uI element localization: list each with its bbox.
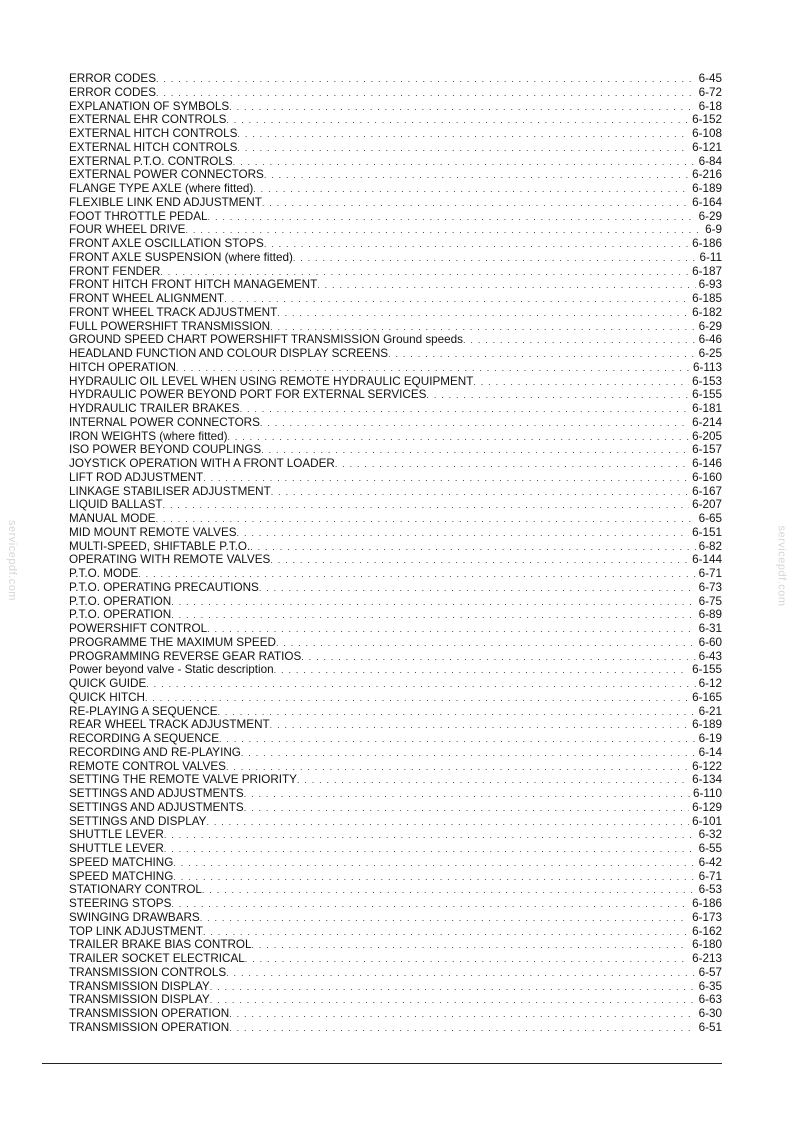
dot-leader — [264, 237, 689, 251]
dot-leader — [146, 677, 695, 691]
dot-leader — [226, 760, 689, 774]
index-entry-title: TRANSMISSION DISPLAY — [69, 979, 210, 993]
index-entry-title: LIFT ROD ADJUSTMENT — [69, 470, 204, 484]
watermark-left: servicepdf.com — [6, 520, 18, 601]
index-entry-page: 6-214 — [692, 415, 722, 429]
dot-leader — [271, 485, 689, 499]
dot-leader — [473, 375, 689, 389]
index-entry[interactable] — [69, 938, 722, 952]
index-entry[interactable] — [69, 72, 722, 86]
index-entry[interactable] — [69, 773, 722, 787]
index-entry-page: 6-93 — [698, 278, 722, 292]
index-entry-title: GROUND SPEED CHART POWERSHIFT TRANSMISSION Ground speeds — [69, 333, 464, 347]
index-entry-page: 6-110 — [692, 787, 722, 800]
index-entry-title: TRANSMISSION CONTROLS — [69, 965, 227, 979]
index-entry[interactable] — [69, 388, 722, 402]
dot-leader — [261, 443, 689, 457]
dot-leader — [219, 732, 696, 746]
index-entry-page: 6-21 — [698, 704, 722, 718]
index-entry-page: 6-165 — [692, 690, 722, 704]
index-entry[interactable] — [69, 526, 722, 540]
index-entry[interactable] — [69, 883, 722, 897]
index-entry-page: 6-155 — [692, 663, 722, 677]
index-entry[interactable] — [69, 732, 722, 746]
index-entry[interactable] — [69, 567, 722, 581]
index-entry-title: SETTINGS AND DISPLAY — [69, 814, 207, 828]
index-entry[interactable] — [69, 581, 722, 595]
index-entry-page: 6-51 — [698, 1020, 722, 1034]
dot-leader — [237, 526, 690, 540]
index-entry-page: 6-30 — [698, 1007, 722, 1020]
dot-leader — [210, 980, 696, 994]
index-entry-title: HYDRAULIC OIL LEVEL WHEN USING REMOTE HYDRAULIC EQUIPMENT — [69, 374, 474, 388]
index-entry-title: PROGRAMME THE MAXIMUM SPEED — [69, 635, 276, 649]
index-entry-page: 6-152 — [692, 113, 722, 127]
index-entry-title: EXTERNAL HITCH CONTROLS — [69, 140, 238, 154]
index-entry-page: 6-160 — [692, 470, 722, 484]
index-entry-title: ERROR CODES — [69, 72, 157, 85]
dot-leader — [203, 471, 689, 485]
index-entry[interactable] — [69, 897, 722, 911]
index-entry-page: 6-113 — [692, 360, 722, 374]
dot-leader — [317, 278, 695, 292]
index-entry[interactable] — [69, 347, 722, 361]
index-entry-page: 6-12 — [698, 677, 722, 690]
index-entry[interactable] — [69, 691, 722, 705]
index-entry-title: TRAILER BRAKE BIAS CONTROL — [69, 938, 252, 952]
index-entry-title: TOP LINK ADJUSTMENT — [69, 924, 203, 938]
index-entry[interactable] — [69, 980, 722, 994]
dot-leader — [301, 650, 695, 664]
index-entry[interactable] — [69, 636, 722, 650]
index-entry-title: QUICK GUIDE — [69, 677, 147, 690]
dot-leader — [173, 856, 695, 870]
index-entry-title: MID MOUNT REMOTE VALVES — [69, 525, 237, 539]
index-entry-title: FRONT FENDER — [69, 264, 161, 278]
index-entry-page: 6-46 — [698, 333, 722, 347]
index-entry[interactable] — [69, 787, 722, 801]
dot-leader — [241, 746, 696, 760]
index-entry-title: FRONT WHEEL ALIGNMENT — [69, 292, 225, 305]
index-entry-title: REMOTE CONTROL VALVES — [69, 759, 226, 773]
dot-leader — [293, 251, 697, 265]
index-entry-title: FRONT AXLE SUSPENSION (where fitted) — [69, 250, 293, 264]
index-entry[interactable] — [69, 993, 722, 1007]
index-entry-title: RECORDING A SEQUENCE — [69, 732, 220, 745]
index-entry-title: STEERING STOPS — [69, 897, 172, 910]
index-entry[interactable] — [69, 416, 722, 430]
index-entry-page: 6-72 — [698, 85, 722, 99]
index-entry-title: MULTI-SPEED, SHIFTABLE P.T.O. — [69, 539, 251, 553]
index-entry-page: 6-129 — [692, 800, 722, 814]
index-entry-title: REAR WHEEL TRACK ADJUSTMENT — [69, 718, 270, 732]
index-entry-page: 6-42 — [698, 855, 722, 869]
index-entry-page: 6-185 — [692, 292, 722, 305]
dot-leader — [229, 100, 695, 114]
index-entry-page: 6-19 — [698, 732, 722, 745]
index-entry[interactable] — [69, 553, 722, 567]
index-entry-page: 6-11 — [699, 250, 722, 264]
index-entry-title: HYDRAULIC POWER BEYOND PORT FOR EXTERNAL SERVICES — [69, 388, 427, 402]
dot-leader — [270, 718, 689, 732]
index-entry-page: 6-162 — [692, 924, 722, 938]
index-entry-page: 6-14 — [698, 745, 722, 759]
index-entry[interactable] — [69, 278, 722, 292]
index-entry-page: 6-108 — [692, 127, 722, 140]
dot-leader — [252, 938, 690, 952]
index-entry-title: FOUR WHEEL DRIVE — [69, 223, 186, 237]
dot-leader — [264, 168, 689, 182]
index-entry-page: 6-153 — [692, 374, 722, 388]
index-entry[interactable] — [69, 443, 722, 457]
index-entry-title: Power beyond valve - Static description — [69, 663, 274, 677]
index-entry-page: 6-186 — [692, 897, 722, 910]
index-entry-page: 6-63 — [698, 993, 722, 1007]
index-entry[interactable] — [69, 333, 722, 347]
index-entry-title: P.T.O. MODE — [69, 567, 139, 580]
index-entry-page: 6-75 — [698, 594, 722, 608]
index-entry[interactable] — [69, 677, 722, 691]
index-entry[interactable] — [69, 705, 722, 719]
index-entry[interactable] — [69, 223, 722, 237]
dot-leader — [229, 1007, 695, 1021]
index-entry[interactable] — [69, 306, 722, 320]
index-entry[interactable] — [69, 622, 722, 636]
index-entry-page: 6-53 — [698, 883, 722, 897]
dot-leader — [224, 292, 689, 306]
index-entry-title: EXTERNAL POWER CONNECTORS — [69, 168, 264, 182]
index-entry[interactable] — [69, 361, 722, 375]
index-entry-page: 6-173 — [692, 910, 722, 924]
index-entry-title: TRAILER SOCKET ELECTRICAL — [69, 952, 245, 965]
index-entry-page: 6-167 — [692, 484, 722, 498]
dot-leader — [226, 966, 695, 980]
index-entry-page: 6-55 — [698, 842, 722, 855]
index-entry-page: 6-45 — [698, 72, 722, 85]
index-entry[interactable] — [69, 430, 722, 444]
index-entry-title: FRONT WHEEL TRACK ADJUSTMENT — [69, 305, 278, 319]
index-entry[interactable] — [69, 292, 722, 306]
index-entry-title: PROGRAMMING REVERSE GEAR RATIOS — [69, 649, 302, 663]
index-entry[interactable] — [69, 663, 722, 677]
index-entry[interactable] — [69, 842, 722, 856]
index-entry-page: 6-216 — [692, 168, 722, 182]
index-entry-title: QUICK HITCH — [69, 690, 145, 704]
index-entry[interactable] — [69, 196, 722, 210]
index-entry[interactable] — [69, 801, 722, 815]
index-entry[interactable] — [69, 402, 722, 416]
index-entry-page: 6-213 — [692, 952, 722, 965]
index-entry[interactable] — [69, 966, 722, 980]
index-entry-page: 6-146 — [692, 457, 722, 470]
index-entry-title: TRANSMISSION DISPLAY — [69, 993, 210, 1007]
index-entry-page: 6-180 — [692, 938, 722, 952]
dot-leader — [253, 182, 689, 196]
index-entry-title: EXTERNAL EHR CONTROLS — [69, 113, 227, 127]
index-entry-page: 6-29 — [698, 319, 722, 333]
dot-leader — [276, 636, 696, 650]
index-entry-page: 6-187 — [692, 264, 722, 278]
index-entry[interactable] — [69, 1007, 722, 1021]
index-entry[interactable] — [69, 210, 722, 224]
index-entry-page: 6-207 — [692, 498, 722, 512]
index-entry-title: LINKAGE STABILISER ADJUSTMENT — [69, 484, 271, 498]
index-entry[interactable] — [69, 815, 722, 829]
index-entry-title: EXTERNAL HITCH CONTROLS — [69, 127, 238, 140]
dot-leader — [156, 86, 696, 100]
index-entry-page: 6-121 — [692, 140, 722, 154]
index-entry[interactable] — [69, 168, 722, 182]
index-entry-page: 6-31 — [698, 622, 722, 635]
index-entry-title: RE-PLAYING A SEQUENCE — [69, 704, 218, 718]
dot-leader — [202, 883, 696, 897]
index-entry-title: P.T.O. OPERATION — [69, 608, 172, 622]
dot-leader — [173, 870, 695, 884]
index-entry-page: 6-60 — [698, 635, 722, 649]
index-entry[interactable] — [69, 650, 722, 664]
index-entry-title: FRONT AXLE OSCILLATION STOPS — [69, 237, 264, 250]
index-entry-title: FOOT THROTTLE PEDAL — [69, 209, 208, 223]
index-entry[interactable] — [69, 608, 722, 622]
index-entry-title: EXPLANATION OF SYMBOLS — [69, 99, 230, 113]
dot-leader — [233, 155, 696, 169]
index-entry-title: HEADLAND FUNCTION AND COLOUR DISPLAY SCREENS — [69, 347, 389, 360]
index-entry-page: 6-144 — [692, 553, 722, 567]
dot-leader — [463, 333, 696, 347]
index-entry-page: 6-155 — [692, 388, 722, 402]
dot-leader — [164, 828, 696, 842]
dot-leader — [244, 801, 689, 815]
index-entry-title: FLEXIBLE LINK END ADJUSTMENT — [69, 195, 262, 209]
index-entry-title: SHUTTLE LEVER — [69, 828, 164, 842]
index-entry-title: STATIONARY CONTROL — [69, 883, 202, 897]
index-entry[interactable] — [69, 498, 722, 512]
index-entry[interactable] — [69, 237, 722, 251]
dot-leader — [229, 1021, 695, 1035]
dot-leader — [206, 815, 689, 829]
dot-leader — [138, 567, 695, 581]
dot-leader — [260, 416, 689, 430]
index-entry[interactable] — [69, 1021, 722, 1035]
index-entry-title: SPEED MATCHING — [69, 869, 174, 883]
index-entry[interactable] — [69, 540, 722, 554]
index-entry-title: FULL POWERSHIFT TRANSMISSION — [69, 319, 271, 333]
index-entry-title: FLANGE TYPE AXLE (where fitted) — [69, 182, 254, 195]
dot-leader — [237, 141, 689, 155]
dot-leader — [227, 430, 689, 444]
index-entry-page: 6-84 — [698, 154, 722, 168]
index-entry[interactable] — [69, 457, 722, 471]
dot-leader — [259, 581, 696, 595]
dot-leader — [335, 457, 689, 471]
index-entry-page: 6-32 — [698, 828, 722, 842]
index-entry-page: 6-181 — [692, 402, 722, 415]
dot-leader — [200, 911, 689, 925]
index-entry-page: 6-157 — [692, 443, 722, 457]
index-entry-title: SETTING THE REMOTE VALVE PRIORITY — [69, 773, 297, 787]
dot-leader — [262, 196, 689, 210]
index-entry[interactable] — [69, 113, 722, 127]
index-entry-page: 6-151 — [692, 525, 722, 539]
index-entry[interactable] — [69, 127, 722, 141]
index-entry-title: TRANSMISSION OPERATION — [69, 1020, 230, 1034]
index-entry[interactable] — [69, 182, 722, 196]
index-entry[interactable] — [69, 320, 722, 334]
index-entry-page: 6-134 — [692, 773, 722, 787]
index-entry-title: P.T.O. OPERATION — [69, 594, 172, 608]
index-entry-page: 6-43 — [698, 649, 722, 663]
index-entry-page: 6-71 — [698, 869, 722, 883]
footer-rule — [42, 1063, 722, 1064]
index-entry-page: 6-122 — [692, 759, 722, 773]
dot-leader — [245, 952, 689, 966]
index-entry[interactable] — [69, 100, 722, 114]
dot-leader — [270, 553, 689, 567]
index-entry-title: SHUTTLE LEVER — [69, 842, 164, 855]
dot-leader — [250, 540, 695, 554]
dot-leader — [156, 512, 696, 526]
index-entry[interactable] — [69, 141, 722, 155]
index-entry[interactable] — [69, 595, 722, 609]
index-entry[interactable] — [69, 828, 722, 842]
index-entry-page: 6-189 — [692, 182, 722, 195]
index-entry[interactable] — [69, 870, 722, 884]
dot-leader — [164, 842, 696, 856]
index-entry[interactable] — [69, 86, 722, 100]
index-entry-title: FRONT HITCH FRONT HITCH MANAGEMENT — [69, 278, 318, 292]
watermark-right: servicepdf.com — [775, 525, 788, 607]
dot-leader — [156, 72, 696, 86]
dot-leader — [270, 320, 695, 334]
dot-leader — [297, 773, 689, 787]
index-entry-page: 6-82 — [698, 539, 722, 553]
dot-leader — [176, 361, 690, 375]
index-entry-page: 6-65 — [698, 512, 722, 525]
dot-leader — [237, 127, 689, 141]
dot-leader — [226, 113, 689, 127]
index-entry-page: 6-205 — [692, 429, 722, 443]
index-entry[interactable] — [69, 375, 722, 389]
index-entry-page: 6-189 — [692, 718, 722, 732]
dot-leader — [426, 388, 689, 402]
index-entry-title: P.T.O. OPERATING PRECAUTIONS — [69, 580, 259, 594]
index-entry-page: 6-89 — [698, 608, 722, 622]
index-entry-title: JOYSTICK OPERATION WITH A FRONT LOADER — [69, 457, 335, 470]
index-entry[interactable] — [69, 718, 722, 732]
dot-leader — [274, 663, 689, 677]
dot-leader — [203, 925, 689, 939]
index-entry-page: 6-164 — [692, 195, 722, 209]
index-entry-title: SWINGING DRAWBARS — [69, 910, 200, 924]
index-entry-title: SPEED MATCHING — [69, 855, 174, 869]
dot-leader — [171, 595, 695, 609]
index-entry-title: IRON WEIGHTS (where fitted) — [69, 429, 228, 443]
index-entry-page: 6-182 — [692, 305, 722, 319]
index-list — [69, 72, 722, 1035]
index-entry-page: 6-9 — [705, 223, 722, 237]
index-entry-title: LIQUID BALLAST — [69, 498, 163, 512]
dot-leader — [210, 993, 696, 1007]
dot-leader — [145, 691, 689, 705]
index-entry-title: INTERNAL POWER CONNECTORS — [69, 415, 260, 429]
index-entry-title: ERROR CODES — [69, 85, 157, 99]
dot-leader — [240, 402, 689, 416]
dot-leader — [207, 622, 696, 636]
index-entry-title: EXTERNAL P.T.O. CONTROLS — [69, 154, 233, 168]
index-entry[interactable] — [69, 251, 722, 265]
index-entry-title: HYDRAULIC TRAILER BRAKES — [69, 402, 240, 415]
index-entry-title: HITCH OPERATION — [69, 360, 176, 374]
index-entry-title: POWERSHIFT CONTROL — [69, 622, 208, 635]
dot-leader — [160, 265, 689, 279]
index-entry-page: 6-71 — [698, 567, 722, 580]
index-entry-page: 6-18 — [698, 99, 722, 113]
index-entry-title: MANUAL MODE — [69, 512, 156, 525]
dot-leader — [244, 787, 690, 801]
index-entry-title: SETTINGS AND ADJUSTMENTS — [69, 800, 244, 814]
dot-leader — [171, 608, 695, 622]
index-entry[interactable] — [69, 512, 722, 526]
index-entry-page: 6-25 — [698, 347, 722, 360]
dot-leader — [208, 210, 696, 224]
index-entry-page: 6-35 — [698, 979, 722, 993]
dot-leader — [277, 306, 689, 320]
dot-leader — [171, 897, 689, 911]
dot-leader — [388, 347, 696, 361]
index-entry[interactable] — [69, 952, 722, 966]
index-entry-title: SETTINGS AND ADJUSTMENTS — [69, 787, 244, 800]
index-entry-page: 6-186 — [692, 237, 722, 250]
index-entry[interactable] — [69, 155, 722, 169]
index-entry[interactable] — [69, 911, 722, 925]
index-entry-title: RECORDING AND RE-PLAYING — [69, 745, 241, 759]
dot-leader — [218, 705, 696, 719]
index-entry[interactable] — [69, 746, 722, 760]
dot-leader — [185, 223, 702, 237]
index-entry[interactable] — [69, 925, 722, 939]
index-entry[interactable] — [69, 485, 722, 499]
index-entry[interactable] — [69, 856, 722, 870]
index-entry-title: ISO POWER BEYOND COUPLINGS — [69, 443, 262, 457]
index-entry[interactable] — [69, 265, 722, 279]
index-entry-title: OPERATING WITH REMOTE VALVES — [69, 553, 271, 567]
index-entry-page: 6-57 — [698, 965, 722, 979]
index-entry-page: 6-29 — [698, 209, 722, 223]
index-entry[interactable] — [69, 760, 722, 774]
index-entry-title: TRANSMISSION OPERATION — [69, 1007, 230, 1020]
index-entry-page: 6-73 — [698, 580, 722, 594]
dot-leader — [163, 498, 690, 512]
index-entry-page: 6-101 — [692, 814, 722, 828]
index-entry[interactable] — [69, 471, 722, 485]
